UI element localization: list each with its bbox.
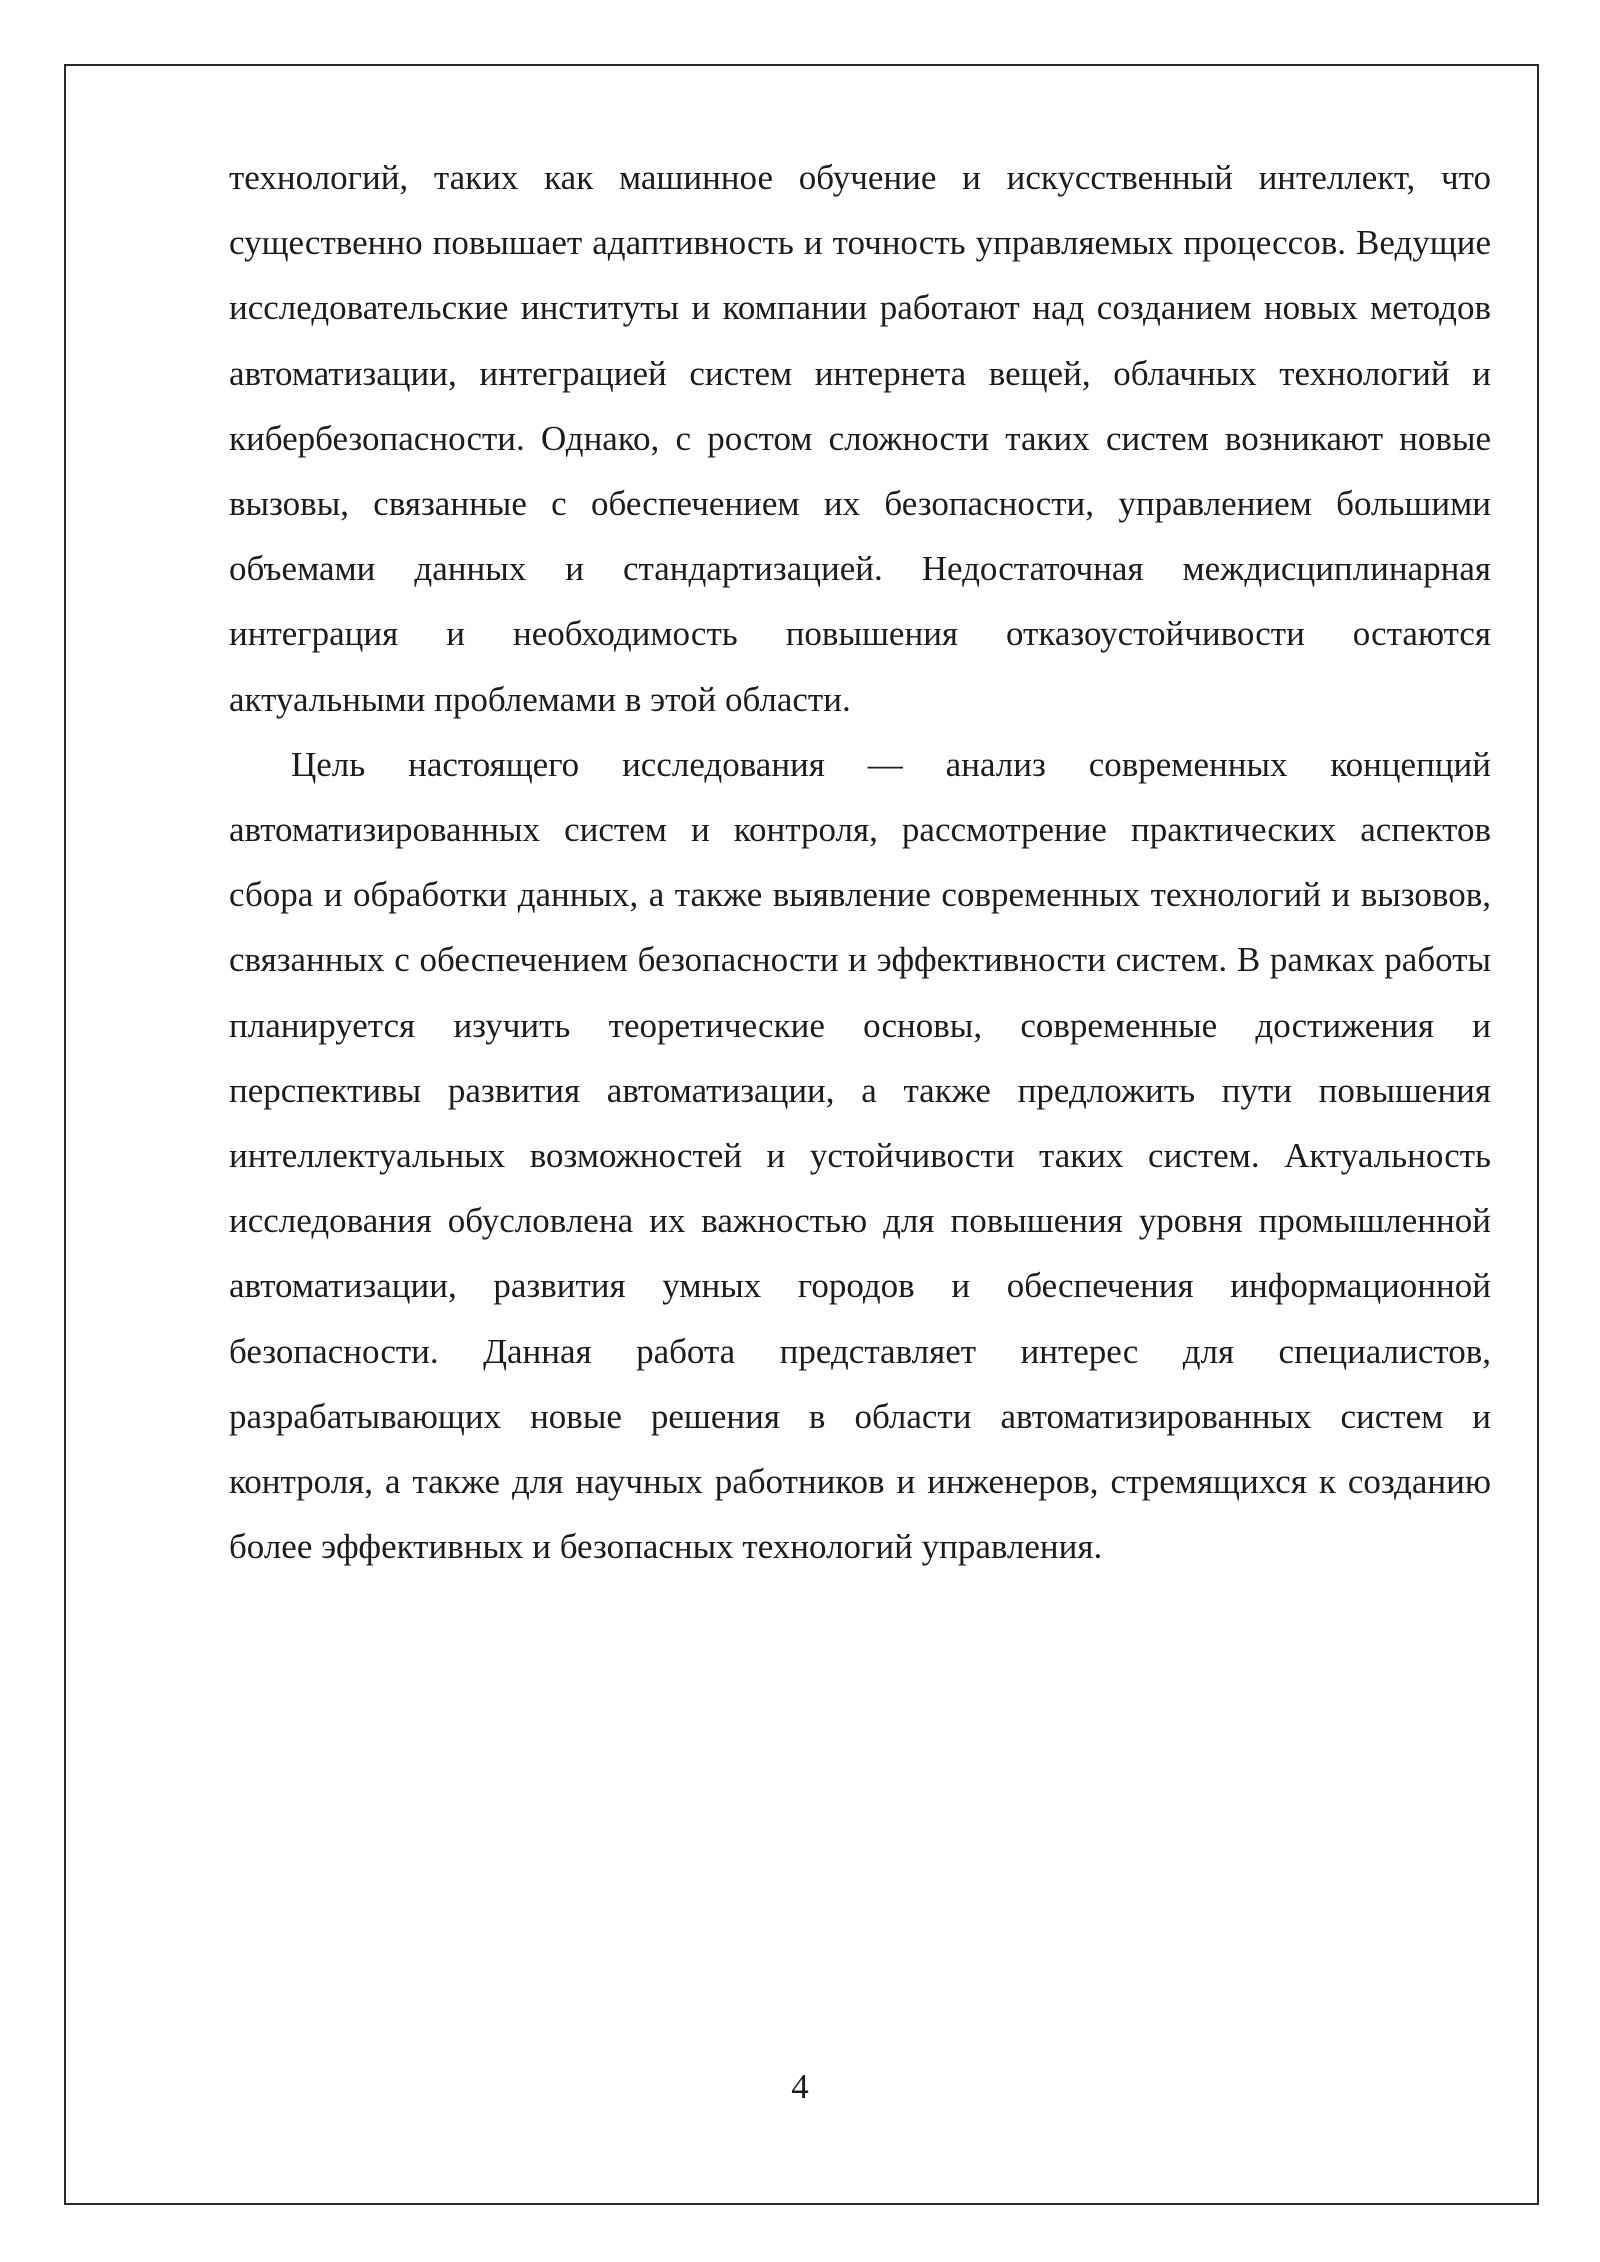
body-text [229, 145, 1491, 1579]
paragraph-continued: технологий, таких как машинное обучение и искусственный интеллект, что существенно повышает адаптивность и точность управляемых процессов. Ведущие исследовательские институты и компании работают над созданием новых методов автоматизации, интеграцией систем интернета вещей, облачных технологий и кибербезопасности. Однако, с ростом сложности таких систем возникают новые вызовы, связанные с обеспечением их безопасности, управлением большими объемами данных и стандартизацией. Недостаточная междисциплинарная интеграция и необходимость повышения отказоустойчивости остаются актуальными проблемами в этой области. [229, 158, 1491, 719]
paragraph-research-goal: Цель настоящего исследования — анализ современных концепций автоматизированных систем и контроля, рассмотрение практических аспектов сбора и обработки данных, а также выявление современных технологий и вызовов, связанных с обеспечением безопасности и эффективности систем. В рамках работы планируется изучить теоретические основы, современные достижения и перспективы развития автоматизации, а также предложить пути повышения интеллектуальных возможностей и устойчивости таких систем. Актуальность исследования обусловлена их важностью для повышения уровня промышленной автоматизации, развития умных городов и обеспечения информационной безопасности. Данная работа представляет интерес для специалистов, разрабатывающих новые решения в области автоматизированных систем и контроля, а также для научных работников и инженеров, стремящихся к созданию более эффективных и безопасных технологий управления. [229, 744, 1491, 1567]
page-number: 4 [791, 2067, 809, 2106]
